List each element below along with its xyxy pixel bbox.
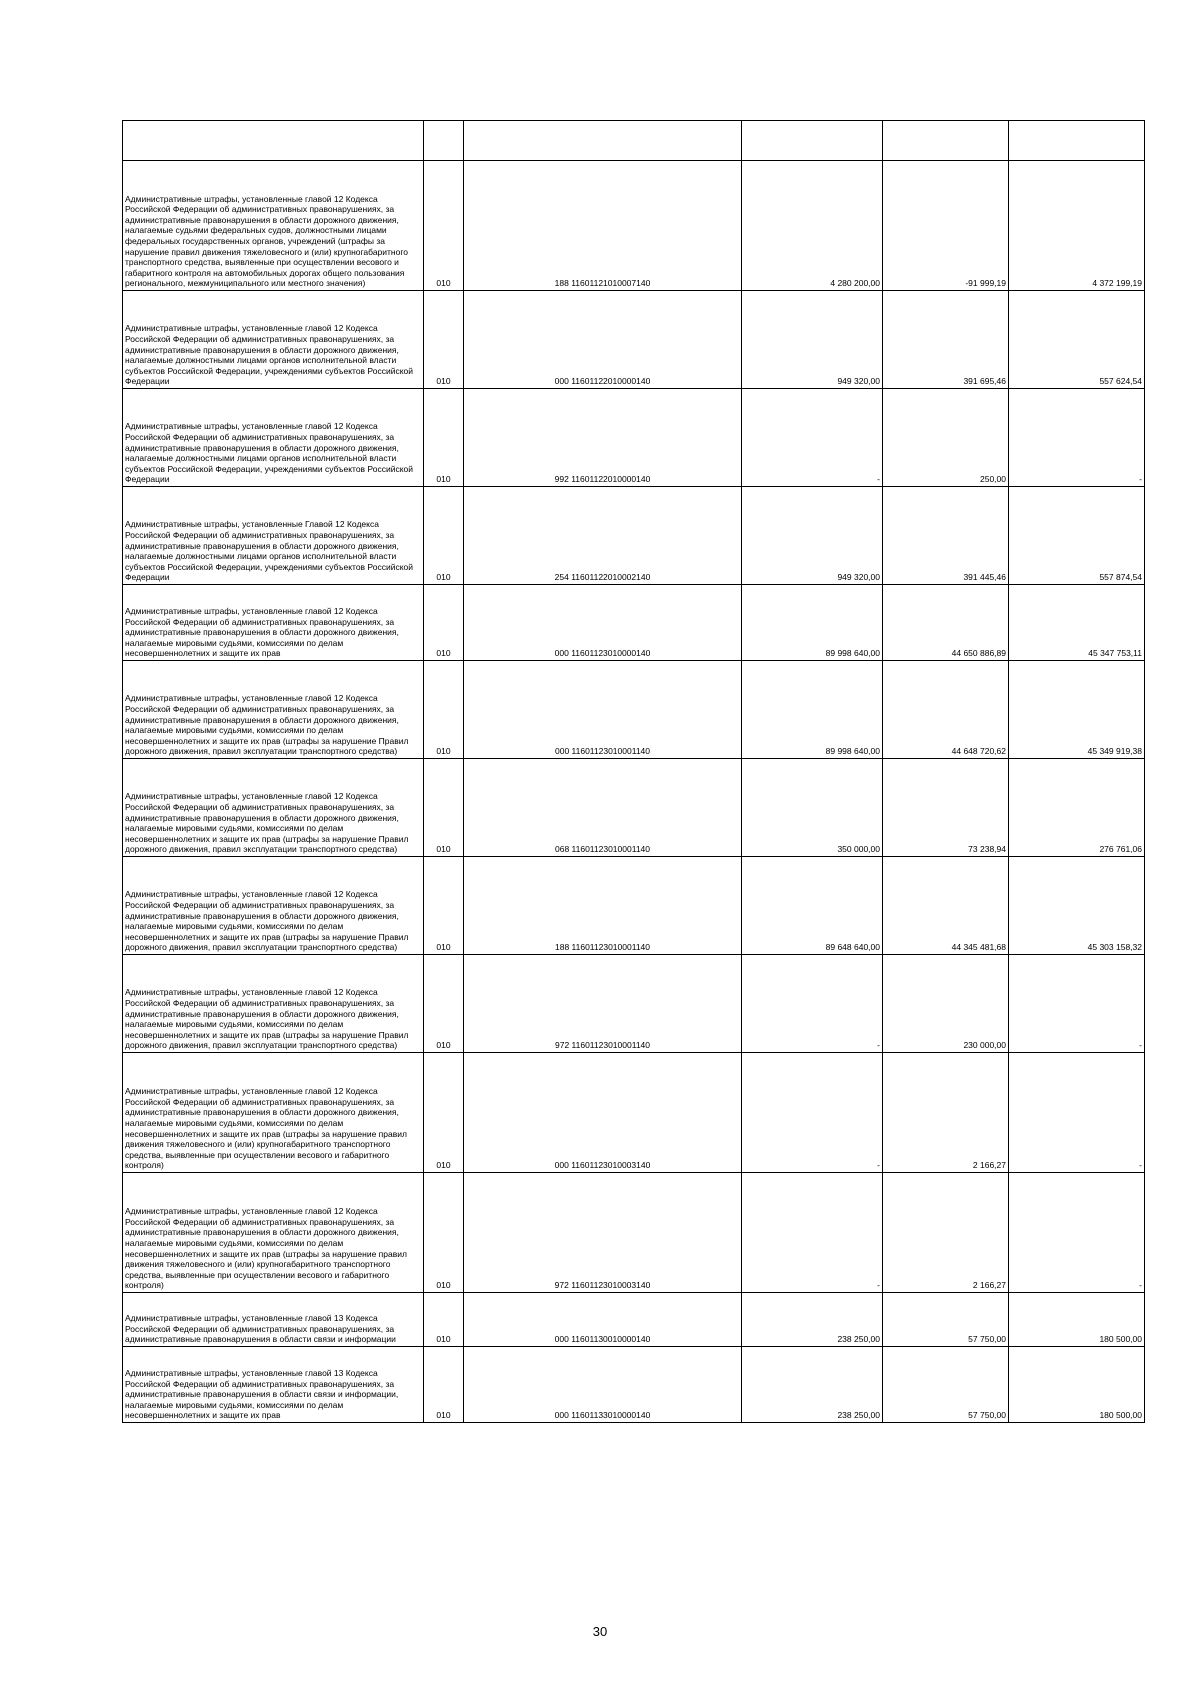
- row-executed-amount: 57 750,00: [883, 1293, 1009, 1347]
- row-executed-amount: 230 000,00: [883, 955, 1009, 1053]
- row-approved-amount: 949 320,00: [742, 291, 883, 389]
- row-description: Административные штрафы, установленные главой 12 Кодекса Российской Федерации об административных правонарушениях, за административные правонарушения в области дорожного движения, налагаемые судьями федеральных судов, должностными лицами федеральных государственных органов, учреждений (штрафы за нарушение правил движения тяжеловесного и (или) крупногабаритного транспортного средства, выявленные при осуществлении весового и габаритного контроля на автомобильных дорогах общего пользования регионального, межмуниципального или местного значения): [123, 161, 424, 291]
- row-budget-classification-code: 000 11601122010000140: [464, 291, 742, 389]
- row-line-code: 010: [424, 955, 464, 1053]
- row-line-code: 010: [424, 585, 464, 661]
- row-unexecuted-amount: 45 303 158,32: [1009, 857, 1145, 955]
- row-executed-amount: 2 166,27: [883, 1173, 1009, 1293]
- empty-cell: [123, 121, 424, 161]
- row-line-code: 010: [424, 661, 464, 759]
- empty-cell: [742, 121, 883, 161]
- table-row: [123, 1347, 1145, 1423]
- row-line-code: 010: [424, 1173, 464, 1293]
- row-line-code: 010: [424, 857, 464, 955]
- row-description: Административные штрафы, установленные Главой 12 Кодекса Российской Федерации об административных правонарушениях, за административные правонарушения в области дорожного движения, налагаемые должностными лицами органов исполнительной власти субъектов Российской Федерации, учреждениями субъектов Российской Федерации: [123, 487, 424, 585]
- row-line-code: 010: [424, 291, 464, 389]
- row-approved-amount: -: [742, 1053, 883, 1173]
- row-description: Административные штрафы, установленные главой 12 Кодекса Российской Федерации об административных правонарушениях, за административные правонарушения в области дорожного движения, налагаемые мировыми судьями, комиссиями по делам несовершеннолетних и защите их прав (штрафы за нарушение правил движения тяжеловесного и (или) крупногабаритного транспортного средства, выявленные при осуществлении весового и габаритного контроля): [123, 1173, 424, 1293]
- row-budget-classification-code: 188 11601121010007140: [464, 161, 742, 291]
- row-budget-classification-code: 000 11601123010000140: [464, 585, 742, 661]
- row-unexecuted-amount: 180 500,00: [1009, 1293, 1145, 1347]
- table-top-row: [123, 121, 1145, 161]
- table-row: [123, 857, 1145, 955]
- row-executed-amount: 73 238,94: [883, 759, 1009, 857]
- table-row: [123, 585, 1145, 661]
- row-approved-amount: 89 998 640,00: [742, 661, 883, 759]
- row-description: Административные штрафы, установленные главой 12 Кодекса Российской Федерации об административных правонарушениях, за административные правонарушения в области дорожного движения, налагаемые мировыми судьями, комиссиями по делам несовершеннолетних и защите их прав (штрафы за нарушение Правил дорожного движения, правил эксплуатации транспортного средства): [123, 661, 424, 759]
- row-budget-classification-code: 972 11601123010003140: [464, 1173, 742, 1293]
- row-approved-amount: 89 648 640,00: [742, 857, 883, 955]
- row-budget-classification-code: 000 11601130010000140: [464, 1293, 742, 1347]
- empty-cell: [464, 121, 742, 161]
- table-row: [123, 487, 1145, 585]
- row-budget-classification-code: 972 11601123010001140: [464, 955, 742, 1053]
- row-description: Административные штрафы, установленные главой 12 Кодекса Российской Федерации об административных правонарушениях, за административные правонарушения в области дорожного движения, налагаемые должностными лицами органов исполнительной власти субъектов Российской Федерации, учреждениями субъектов Российской Федерации: [123, 389, 424, 487]
- row-executed-amount: 44 648 720,62: [883, 661, 1009, 759]
- row-executed-amount: -91 999,19: [883, 161, 1009, 291]
- row-unexecuted-amount: 557 624,54: [1009, 291, 1145, 389]
- row-executed-amount: 2 166,27: [883, 1053, 1009, 1173]
- row-executed-amount: 391 695,46: [883, 291, 1009, 389]
- row-approved-amount: 238 250,00: [742, 1347, 883, 1423]
- row-budget-classification-code: 254 11601122010002140: [464, 487, 742, 585]
- row-approved-amount: -: [742, 389, 883, 487]
- row-unexecuted-amount: -: [1009, 955, 1145, 1053]
- report-table: [122, 120, 1145, 1423]
- row-approved-amount: 350 000,00: [742, 759, 883, 857]
- row-line-code: 010: [424, 759, 464, 857]
- row-budget-classification-code: 000 11601123010001140: [464, 661, 742, 759]
- row-line-code: 010: [424, 161, 464, 291]
- row-unexecuted-amount: 276 761,06: [1009, 759, 1145, 857]
- table-row: [123, 161, 1145, 291]
- empty-cell: [1009, 121, 1145, 161]
- table-row: [123, 291, 1145, 389]
- row-executed-amount: 44 650 886,89: [883, 585, 1009, 661]
- row-approved-amount: 238 250,00: [742, 1293, 883, 1347]
- row-budget-classification-code: 000 11601123010003140: [464, 1053, 742, 1173]
- table-row: [123, 955, 1145, 1053]
- report-sheet: [122, 120, 1144, 1423]
- row-unexecuted-amount: 45 347 753,11: [1009, 585, 1145, 661]
- row-budget-classification-code: 992 11601122010000140: [464, 389, 742, 487]
- page-number: 30: [592, 1624, 608, 1639]
- empty-cell: [424, 121, 464, 161]
- row-line-code: 010: [424, 1053, 464, 1173]
- row-approved-amount: -: [742, 955, 883, 1053]
- row-budget-classification-code: 000 11601133010000140: [464, 1347, 742, 1423]
- table-row: [123, 1053, 1145, 1173]
- row-description: Административные штрафы, установленные главой 13 Кодекса Российской Федерации об административных правонарушениях, за административные правонарушения в области связи и информации, налагаемые мировыми судьями, комиссиями по делам несовершеннолетних и защите их прав: [123, 1347, 424, 1423]
- report-table-body: [123, 121, 1145, 1423]
- row-executed-amount: 391 445,46: [883, 487, 1009, 585]
- row-approved-amount: -: [742, 1173, 883, 1293]
- row-budget-classification-code: 188 11601123010001140: [464, 857, 742, 955]
- row-budget-classification-code: 068 11601123010001140: [464, 759, 742, 857]
- row-description: Административные штрафы, установленные главой 12 Кодекса Российской Федерации об административных правонарушениях, за административные правонарушения в области дорожного движения, налагаемые мировыми судьями, комиссиями по делам несовершеннолетних и защите их прав (штрафы за нарушение правил движения тяжеловесного и (или) крупногабаритного транспортного средства, выявленные при осуществлении весового и габаритного контроля): [123, 1053, 424, 1173]
- row-description: Административные штрафы, установленные главой 13 Кодекса Российской Федерации об административных правонарушениях, за административные правонарушения в области связи и информации: [123, 1293, 424, 1347]
- row-line-code: 010: [424, 487, 464, 585]
- row-line-code: 010: [424, 1293, 464, 1347]
- row-unexecuted-amount: -: [1009, 1053, 1145, 1173]
- row-unexecuted-amount: 4 372 199,19: [1009, 161, 1145, 291]
- table-row: [123, 759, 1145, 857]
- row-unexecuted-amount: 45 349 919,38: [1009, 661, 1145, 759]
- table-row: [123, 661, 1145, 759]
- row-approved-amount: 949 320,00: [742, 487, 883, 585]
- empty-cell: [883, 121, 1009, 161]
- row-description: Административные штрафы, установленные главой 12 Кодекса Российской Федерации об административных правонарушениях, за административные правонарушения в области дорожного движения, налагаемые мировыми судьями, комиссиями по делам несовершеннолетних и защите их прав: [123, 585, 424, 661]
- table-row: [123, 389, 1145, 487]
- row-line-code: 010: [424, 389, 464, 487]
- row-unexecuted-amount: 180 500,00: [1009, 1347, 1145, 1423]
- table-row: [123, 1293, 1145, 1347]
- row-approved-amount: 4 280 200,00: [742, 161, 883, 291]
- row-line-code: 010: [424, 1347, 464, 1423]
- row-unexecuted-amount: -: [1009, 1173, 1145, 1293]
- table-row: [123, 1173, 1145, 1293]
- row-description: Административные штрафы, установленные главой 12 Кодекса Российской Федерации об административных правонарушениях, за административные правонарушения в области дорожного движения, налагаемые мировыми судьями, комиссиями по делам несовершеннолетних и защите их прав (штрафы за нарушение Правил дорожного движения, правил эксплуатации транспортного средства): [123, 759, 424, 857]
- row-description: Административные штрафы, установленные главой 12 Кодекса Российской Федерации об административных правонарушениях, за административные правонарушения в области дорожного движения, налагаемые должностными лицами органов исполнительной власти субъектов Российской Федерации, учреждениями субъектов Российской Федерации: [123, 291, 424, 389]
- row-unexecuted-amount: 557 874,54: [1009, 487, 1145, 585]
- row-executed-amount: 250,00: [883, 389, 1009, 487]
- row-description: Административные штрафы, установленные главой 12 Кодекса Российской Федерации об административных правонарушениях, за административные правонарушения в области дорожного движения, налагаемые мировыми судьями, комиссиями по делам несовершеннолетних и защите их прав (штрафы за нарушение Правил дорожного движения, правил эксплуатации транспортного средства): [123, 857, 424, 955]
- row-executed-amount: 57 750,00: [883, 1347, 1009, 1423]
- row-executed-amount: 44 345 481,68: [883, 857, 1009, 955]
- row-approved-amount: 89 998 640,00: [742, 585, 883, 661]
- row-unexecuted-amount: -: [1009, 389, 1145, 487]
- row-description: Административные штрафы, установленные главой 12 Кодекса Российской Федерации об административных правонарушениях, за административные правонарушения в области дорожного движения, налагаемые мировыми судьями, комиссиями по делам несовершеннолетних и защите их прав (штрафы за нарушение Правил дорожного движения, правил эксплуатации транспортного средства): [123, 955, 424, 1053]
